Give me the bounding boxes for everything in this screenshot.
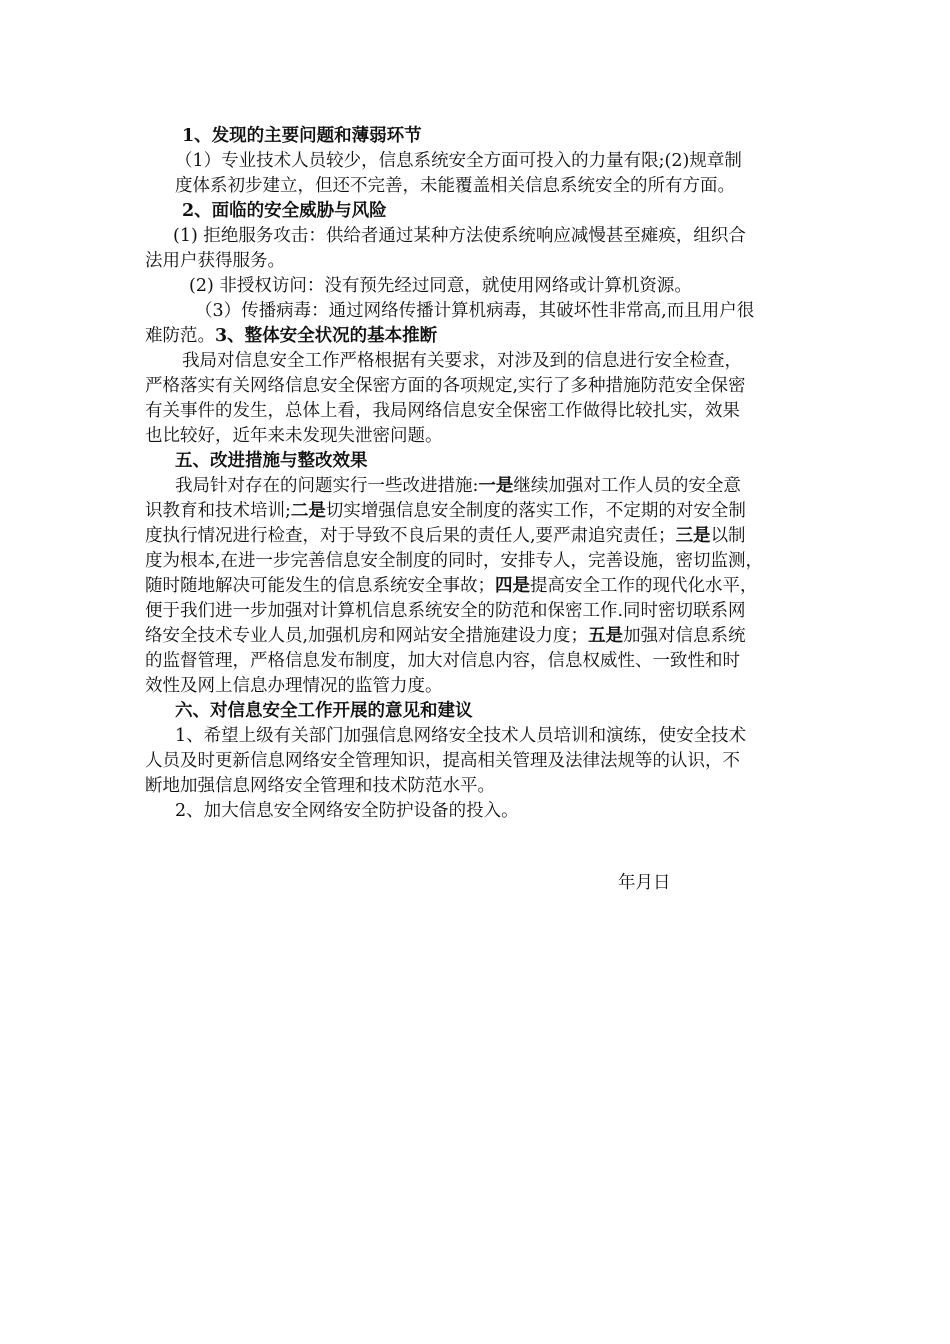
section-heading-suggestions: 六、对信息安全工作开展的意见和建议: [175, 701, 473, 721]
text-run: 络安全技术专业人员,加强机房和网站安全措施建设力度；: [145, 626, 589, 646]
paragraph-line: [145, 624, 810, 649]
paragraph-line: 度为根本,在进一步完善信息安全制度的同时，安排专人，完善设施，密切监测，: [145, 551, 764, 571]
heading-main-problems: 1、发现的主要问题和薄弱环节: [182, 126, 422, 146]
text-run: 提高安全工作的现代化水平，: [530, 576, 758, 596]
text-run: 度执行情况进行检查，对于导致不良后果的责任人,要严肃追究责任；: [145, 526, 676, 546]
paragraph-line: 有关事件的发生，总体上看，我局网络信息安全保密工作做得比较扎实，效果: [145, 401, 740, 421]
heading-threats-risks: 2、面临的安全威胁与风险: [182, 201, 387, 221]
paragraph-line: 法用户获得服务。: [145, 251, 285, 271]
paragraph-line: 2、加大信息安全网络安全防护设备的投入。: [175, 801, 519, 821]
text-run: 难防范。: [145, 326, 215, 346]
paragraph-line: （3）传播病毒：通过网络传播计算机病毒，其破坏性非常高,而且用户很: [195, 301, 755, 321]
keyword-first: 一是: [478, 476, 514, 496]
paragraph-line: [145, 474, 810, 499]
paragraph-line: （1）专业技术人员较少，信息系统安全方面可投入的力量有限;(2)规章制: [175, 151, 742, 171]
document-body: [145, 124, 810, 824]
paragraph-line: (2) 非授权访问：没有预先经过同意，就使用网络或计算机资源。: [189, 276, 692, 296]
keyword-fifth: 五是: [588, 626, 624, 646]
text-run: 加强对信息系统: [623, 626, 746, 646]
date-line: 年月日: [618, 873, 671, 893]
paragraph-line: 的监督管理，严格信息发布制度，加大对信息内容，信息权威性、一致性和时: [145, 651, 740, 671]
paragraph-line: [145, 324, 810, 349]
paragraph-line: 我局对信息安全工作严格根据有关要求，对涉及到的信息进行安全检查，: [182, 351, 742, 371]
paragraph-line: 也比较好，近年来未发现失泄密问题。: [145, 426, 443, 446]
paragraph-line: [145, 499, 810, 524]
text-run: 继续加强对工作人员的安全意: [513, 476, 741, 496]
heading-overall-status: 3、整体安全状况的基本推断: [215, 326, 438, 346]
paragraph-line: [145, 574, 810, 599]
text-run: 切实增强信息安全制度的落实工作，不定期的对安全制: [325, 501, 746, 521]
paragraph-line: 人员及时更新信息网络安全管理知识，提高相关管理及法律法规等的认识，不: [145, 751, 740, 771]
paragraph-line: 效性及网上信息办理情况的监管力度。: [145, 676, 443, 696]
paragraph-line: [145, 524, 810, 549]
text-run: 以制: [710, 526, 746, 546]
text-run: 随时随地解决可能发生的信息系统安全事故；: [145, 576, 495, 596]
paragraph-line: 度体系初步建立，但还不完善，未能覆盖相关信息系统安全的所有方面。: [175, 176, 735, 196]
keyword-fourth: 四是: [495, 576, 530, 596]
paragraph-line: 便于我们进一步加强对计算机信息系统安全的防范和保密工作.同时密切联系网: [145, 601, 746, 621]
paragraph-line: 断地加强信息网络安全管理和技术防范水平。: [145, 776, 495, 796]
text-run: 我局针对存在的问题实行一些改进措施:: [175, 476, 479, 496]
paragraph-line: 严格落实有关网络信息安全保密方面的各项规定,实行了多种措施防范安全保密: [145, 376, 746, 396]
keyword-second: 二是: [290, 501, 326, 521]
keyword-third: 三是: [675, 526, 711, 546]
section-heading-improvements: 五、改进措施与整改效果: [175, 451, 368, 471]
paragraph-line: 1、希望上级有关部门加强信息网络安全技术人员培训和演练，使安全技术: [175, 726, 747, 746]
paragraph-line: (1) 拒绝服务攻击：供给者通过某种方法使系统响应减慢甚至瘫痪，组织合: [173, 226, 746, 246]
text-run: 识教育和技术培训;: [145, 501, 291, 521]
